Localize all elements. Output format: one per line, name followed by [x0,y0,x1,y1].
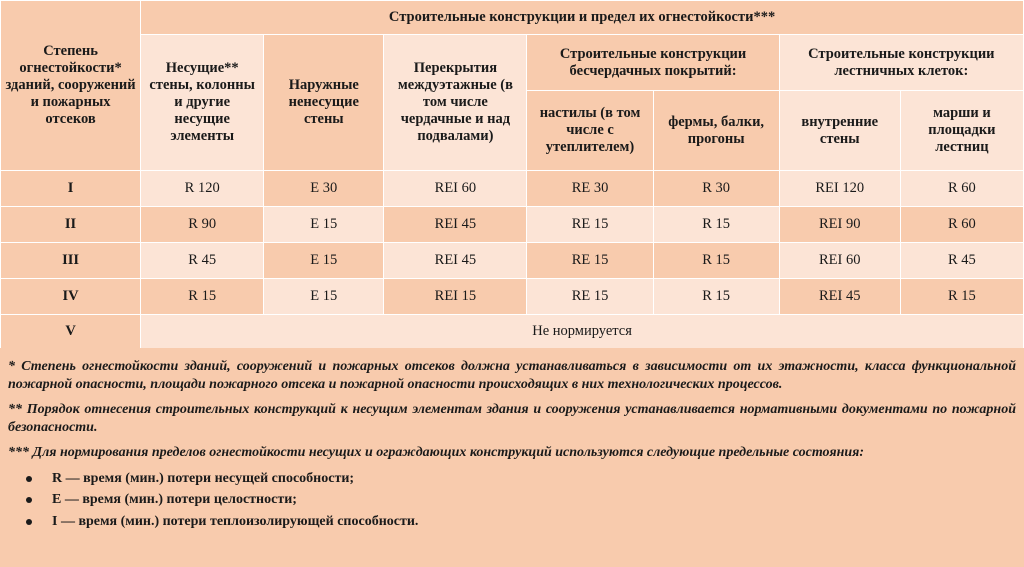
not-regulated-cell: Не нормируется [141,315,1024,349]
table-cell: RE 30 [527,171,653,207]
col-header-stair-walls: внутренние стены [779,91,900,171]
table-cell: E 15 [264,243,384,279]
table-cell: REI 45 [384,243,527,279]
table-cell: R 15 [653,243,779,279]
bullet-icon [26,476,32,482]
list-item: E — время (мин.) потери целостности; [26,491,1016,509]
table-cell: RE 15 [527,243,653,279]
footnote-2: ** Порядок отнесения строительных конструкций к несущим элементам здания и сооружения устанавливается нормативными документами по пожарной безопасности. [8,402,1016,435]
table-cell: R 60 [900,207,1023,243]
table-cell: E 15 [264,279,384,315]
col-header-external-walls: Наружные ненесущие стены [264,35,384,171]
table-cell: REI 60 [779,243,900,279]
table-cell: RE 15 [527,207,653,243]
table-row [1,315,1024,349]
col-header-load-bearing: Несущие** стены, колонны и другие несущие элементы [141,35,264,171]
table-cell: R 45 [141,243,264,279]
table-cell: R 15 [653,279,779,315]
corner-header: Степень огнестойкости* зданий, сооружений и пожарных отсеков [1,1,141,171]
table-row [1,279,1024,315]
footnote-1: * Степень огнестойкости зданий, сооружений и пожарных отсеков должна устанавливаться в зависимости от их этажности, класса функциональной пожарной опасности, площади пожарного отсека и пожарной опасности происходящих в них технологических процессов. [8,359,1016,392]
table-cell: E 30 [264,171,384,207]
degree-cell: II [1,207,141,243]
bullet-icon [26,519,32,525]
degree-cell: IV [1,279,141,315]
table-cell: REI 60 [384,171,527,207]
table-cell: R 15 [653,207,779,243]
col-header-floors: Перекрытия междуэтажные (в том числе чердачные и над подвалами) [384,35,527,171]
table-cell: R 90 [141,207,264,243]
table-cell: RE 15 [527,279,653,315]
col-header-stair-group: Строительные конструкции лестничных клеток: [779,35,1023,91]
limit-states-list [8,470,1016,531]
table-cell: REI 120 [779,171,900,207]
table-cell: R 60 [900,171,1023,207]
col-header-stair-flights: марши и площадки лестниц [900,91,1023,171]
table-cell: R 15 [900,279,1023,315]
table-cell: REI 45 [779,279,900,315]
table-cell: R 30 [653,171,779,207]
table-cell: R 45 [900,243,1023,279]
col-header-roof-trusses: фермы, балки, прогоны [653,91,779,171]
list-item: I — время (мин.) потери теплоизолирующей способности. [26,513,1016,531]
col-header-roof-decks: настилы (в том числе с утеплителем) [527,91,653,171]
list-item: R — время (мин.) потери несущей способности; [26,470,1016,488]
table-cell: R 15 [141,279,264,315]
bullet-icon [26,497,32,503]
degree-cell: I [1,171,141,207]
degree-cell: V [1,315,141,349]
table-cell: REI 90 [779,207,900,243]
col-header-roof-group: Строительные конструкции бесчердачных покрытий: [527,35,779,91]
table-cell: REI 15 [384,279,527,315]
footnotes [0,348,1024,567]
table-cell: R 120 [141,171,264,207]
table-row [1,243,1024,279]
degree-cell: III [1,243,141,279]
table-row [1,171,1024,207]
table-cell: REI 45 [384,207,527,243]
footnote-3: *** Для нормирования пределов огнестойкости несущих и ограждающих конструкций используются следующие предельные состояния: [8,445,865,460]
group-header: Строительные конструкции и предел их огнестойкости*** [141,1,1024,35]
table-row [1,207,1024,243]
table-cell: E 15 [264,207,384,243]
